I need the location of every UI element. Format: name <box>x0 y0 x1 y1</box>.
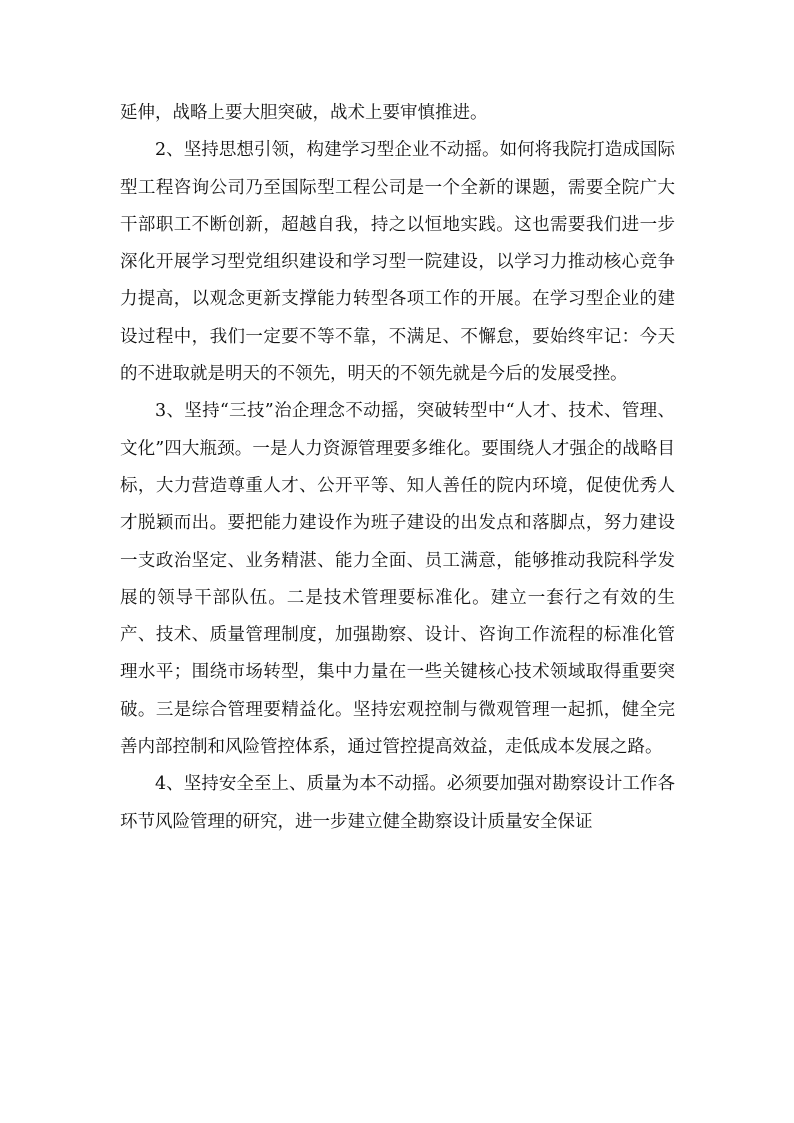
paragraph-learning-enterprise: 2、坚持思想引领，构建学习型企业不动摇。如何将我院打造成国际型工程咨询公司乃至国际型工程公司是一个全新的课题，需要全院广大干部职工不断创新，超越自我，持之以恒地实践。这也需要我们进一步深化开展学习型党组织建设和学习型一院建设，以学习力推动核心竞争力提高，以观念更新支撑能力转型各项工作的开展。在学习型企业的建设过程中，我们一定要不等不靠，不满足、不懈怠，要始终牢记：今天的不进取就是明天的不领先，明天的不领先就是今后的发展受挫。 <box>120 140 675 385</box>
paragraph-three-tech-management: 3、坚持“三技”治企理念不动摇，突破转型中“人才、技术、管理、文化”四大瓶颈。一是人力资源管理要多维化。要围绕人才强企的战略目标，大力营造尊重人才、公开平等、知人善任的院内环境，促使优秀人才脱颖而出。要把能力建设作为班子建设的出发点和落脚点，努力建设一支政治坚定、业务精湛、能力全面、员工满意，能够推动我院科学发展的领导干部队伍。二是技术管理要标准化。建立一套行之有效的生产、技术、质量管理制度，加强勘察、设计、咨询工作流程的标准化管理水平；围绕市场转型，集中力量在一些关键核心技术领域取得重要突破。三是综合管理要精益化。坚持宏观控制与微观管理一起抓，健全完善内部控制和风险管控体系，通过管控提高效益，走低成本发展之路。 <box>120 401 675 758</box>
document-body <box>120 95 675 841</box>
paragraph-continuation: 延伸，战略上要大胆突破，战术上要审慎推进。 <box>120 103 488 123</box>
paragraph-safety-quality: 4、坚持安全至上、质量为本不动摇。必须要加强对勘察设计工作各环节风险管理的研究，进一步建立健全勘察设计质量安全保证 <box>120 774 675 832</box>
